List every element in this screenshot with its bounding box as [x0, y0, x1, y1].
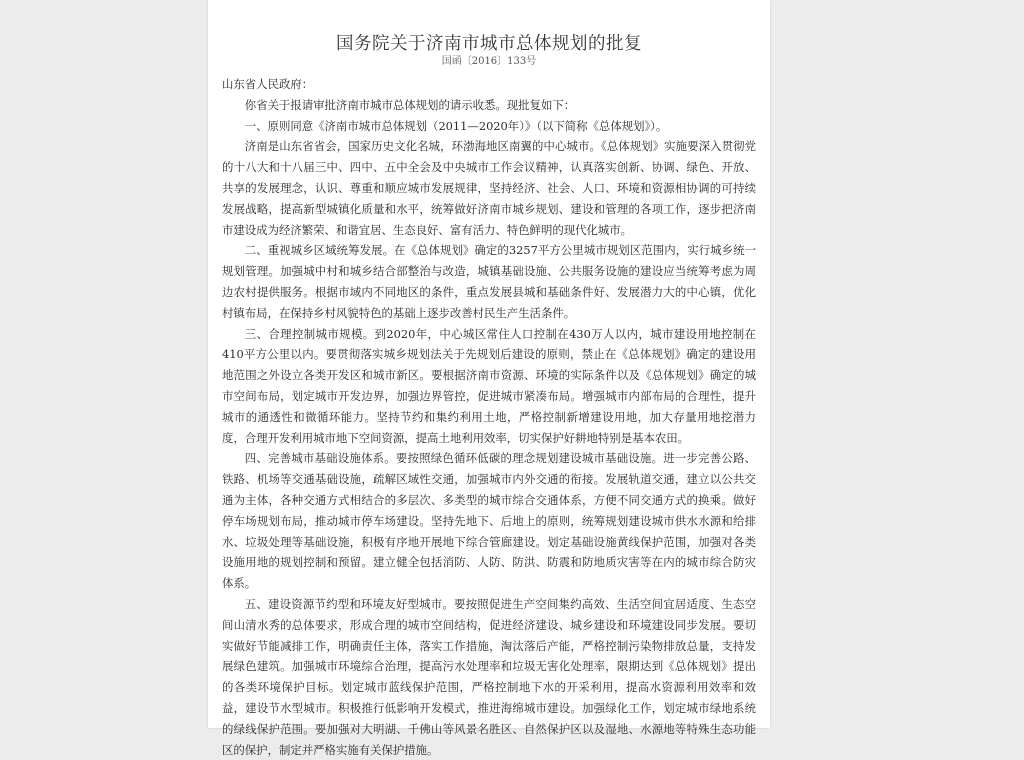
paragraph: 五、建设资源节约型和环境友好型城市。要按照促进生产空间集约高效、生活空间宜居适度、生态空间山清水秀的总体要求，形成合理的城市空间结构，促进经济建设、城乡建设和环境建设同步发展。要切实做好节能减排工作，明确责任主体，落实工作措施，淘汰落后产能，严格控制污染物排放总量，支持发展绿色建筑。加强城市环境综合治理，提高污水处理率和垃圾无害化处理率，限期达到《总体规划》提出的各类环境保护目标。划定城市蓝线保护范围，严格控制地下水的开采利用，提高水资源利用效率和效益，建设节水型城市。积极推行低影响开发模式，推进海绵城市建设。加强绿化工作，划定城市绿地系统的绿线保护范围。要加强对大明湖、千佛山等风景名胜区、自然保护区以及湿地、水源地等特殊生态功能区的保护，制定并严格实施有关保护措施。 [222, 596, 756, 757]
paragraph: 济南是山东省省会，国家历史文化名城，环渤海地区南翼的中心城市。《总体规划》实施要深入贯彻党的十八大和十八届三中、四中、五中全会及中央城市工作会议精神，认真落实创新、协调、绿色、开放、共享的发展理念，认识、尊重和顺应城市发展规律，坚持经济、社会、人口、环境和资源相协调的可持续发展战略，提高新型城镇化质量和水平，统筹做好济南市城乡规划、建设和管理的各项工作，逐步把济南市建设成为经济繁荣、和谐宜居、生态良好、富有活力、特色鲜明的现代化城市。 [222, 139, 756, 237]
paragraph: 你省关于报请审批济南市城市总体规划的请示收悉。现批复如下： [244, 97, 576, 112]
paragraph: 一、原则同意《济南市城市总体规划（2011—2020年）》（以下简称《总体规划》）。 [244, 118, 668, 133]
document-page [208, 0, 770, 757]
paragraph: 二、重视城乡区域统筹发展。在《总体规划》确定的3257平方公里城市规划区范围内，实行城乡统一规划管理。加强城中村和城乡结合部整治与改造，城镇基础设施、公共服务设施的建设应当统筹考虑为周边农村提供服务。根据市域内不同地区的条件，重点发展县城和基础条件好、发展潜力大的中心镇，优化村镇布局，在保持乡村风貌特色的基础上逐步改善村民生产生活条件。 [222, 243, 756, 320]
document-number: 国函〔2016〕133号 [441, 56, 537, 67]
paragraph: 四、完善城市基础设施体系。要按照绿色循环低碳的理念规划建设城市基础设施。进一步完善公路、铁路、机场等交通基础设施，疏解区域性交通，加强城市内外交通的衔接。发展轨道交通，建立以公共交通为主体，各种交通方式相结合的多层次、多类型的城市综合交通体系，方便不同交通方式的换乘。做好停车场规划布局，推动城市停车场建设。坚持先地下、后地上的原则，统筹规划建设城市供水水源和给排水、垃圾处理等基础设施，积极有序地开展地下综合管廊建设。划定基础设施黄线保护范围，加强对各类设施用地的规划控制和预留。建立健全包括消防、人防、防洪、防震和防地质灾害等在内的城市综合防灾体系。 [222, 451, 756, 591]
document-body [222, 74, 756, 760]
document-title: 国务院关于济南市城市总体规划的批复 [336, 34, 642, 54]
paragraph: 三、合理控制城市规模。到2020年，中心城区常住人口控制在430万人以内，城市建设用地控制在410平方公里以内。要贯彻落实城乡规划法关于先规划后建设的原则，禁止在《总体规划》确定的建设用地范围之外设立各类开发区和城市新区。要根据济南市资源、环境的实际条件以及《总体规划》确定的城市空间布局，划定城市开发边界，加强边界管控，促进城市紧凑布局。增强城市内部布局的合理性，提升城市的通透性和微循环能力。坚持节约和集约利用土地，严格控制新增建设用地，加大存量用地挖潜力度，合理开发利用城市地下空间资源，提高土地利用效率，切实保护好耕地特别是基本农田。 [222, 326, 756, 445]
salutation: 山东省人民政府： [222, 77, 314, 91]
